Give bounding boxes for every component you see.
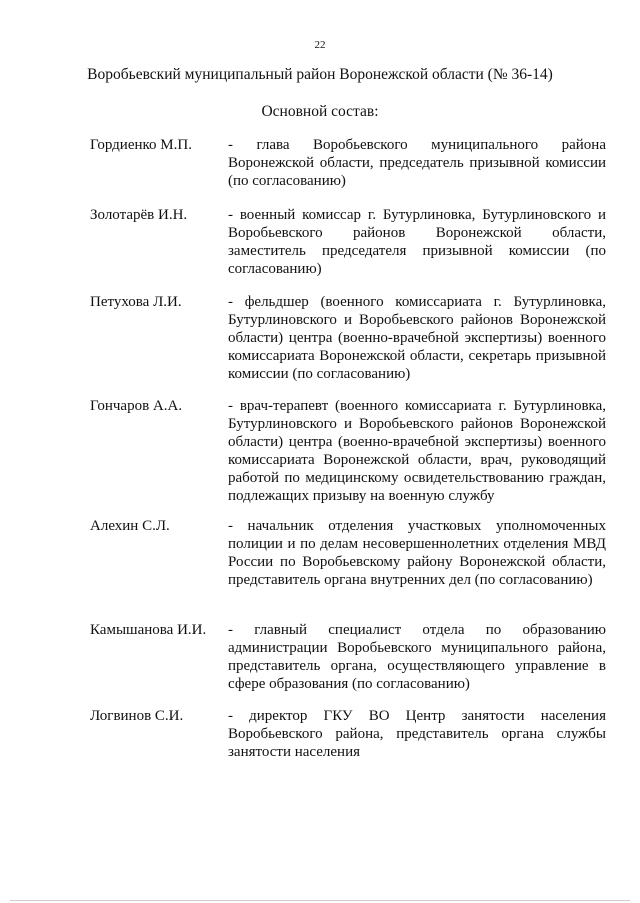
member-name: Логвинов С.И. bbox=[90, 708, 184, 724]
member-name: Гордиенко М.П. bbox=[90, 137, 192, 153]
member-role: - военный комиссар г. Бутурлиновка, Бутурлиновского и Воробьевского районов Воронежской области, заместитель председателя призывной комиссии (по согласованию) bbox=[228, 207, 606, 278]
member-role: - начальник отделения участковых уполномоченных полиции и по делам несовершеннолетних отделения МВД России по Воробьевскому району Воронежской области, представитель органа внутренних дел (по согласованию) bbox=[228, 518, 606, 589]
member-name: Алехин С.Л. bbox=[90, 518, 170, 534]
member-name: Золотарёв И.Н. bbox=[90, 207, 188, 223]
member-role: - глава Воробьевского муниципального района Воронежской области, председатель призывной комиссии (по согласованию) bbox=[228, 137, 606, 190]
scan-edge-line bbox=[10, 900, 630, 901]
member-role: - фельдшер (военного комиссариата г. Бутурлиновка, Бутурлиновского и Воробьевского районов Воронежской области) центра (военно-врачебной экспертизы) военного комиссариата Воронежской области, секретарь призывной комиссии (по согласованию) bbox=[228, 294, 606, 383]
member-name: Петухова Л.И. bbox=[90, 294, 182, 310]
document-heading: Воробьевский муниципальный район Воронежской области (№ 36-14) bbox=[87, 66, 553, 83]
section-subheading: Основной состав: bbox=[261, 103, 379, 120]
member-role: - директор ГКУ ВО Центр занятости населения Воробьевского района, представитель органа службы занятости населения bbox=[228, 708, 606, 761]
page-number: 22 bbox=[314, 39, 326, 51]
member-role: - врач-терапевт (военного комиссариата г. Бутурлиновка, Бутурлиновского и Воробьевского районов Воронежской области) центра (военно-врачебной экспертизы) военного комиссариата Воронежской области, врач, руководящий работой по медицинскому освидетельствованию граждан, подлежащих призыву на военную службу bbox=[228, 398, 606, 505]
member-name: Гончаров А.А. bbox=[90, 398, 183, 414]
member-name: Камышанова И.И. bbox=[90, 622, 207, 638]
member-role: - главный специалист отдела по образованию администрации Воробьевского муниципального района, представитель органа, осуществляющего управление в сфере образования (по согласованию) bbox=[228, 622, 606, 693]
